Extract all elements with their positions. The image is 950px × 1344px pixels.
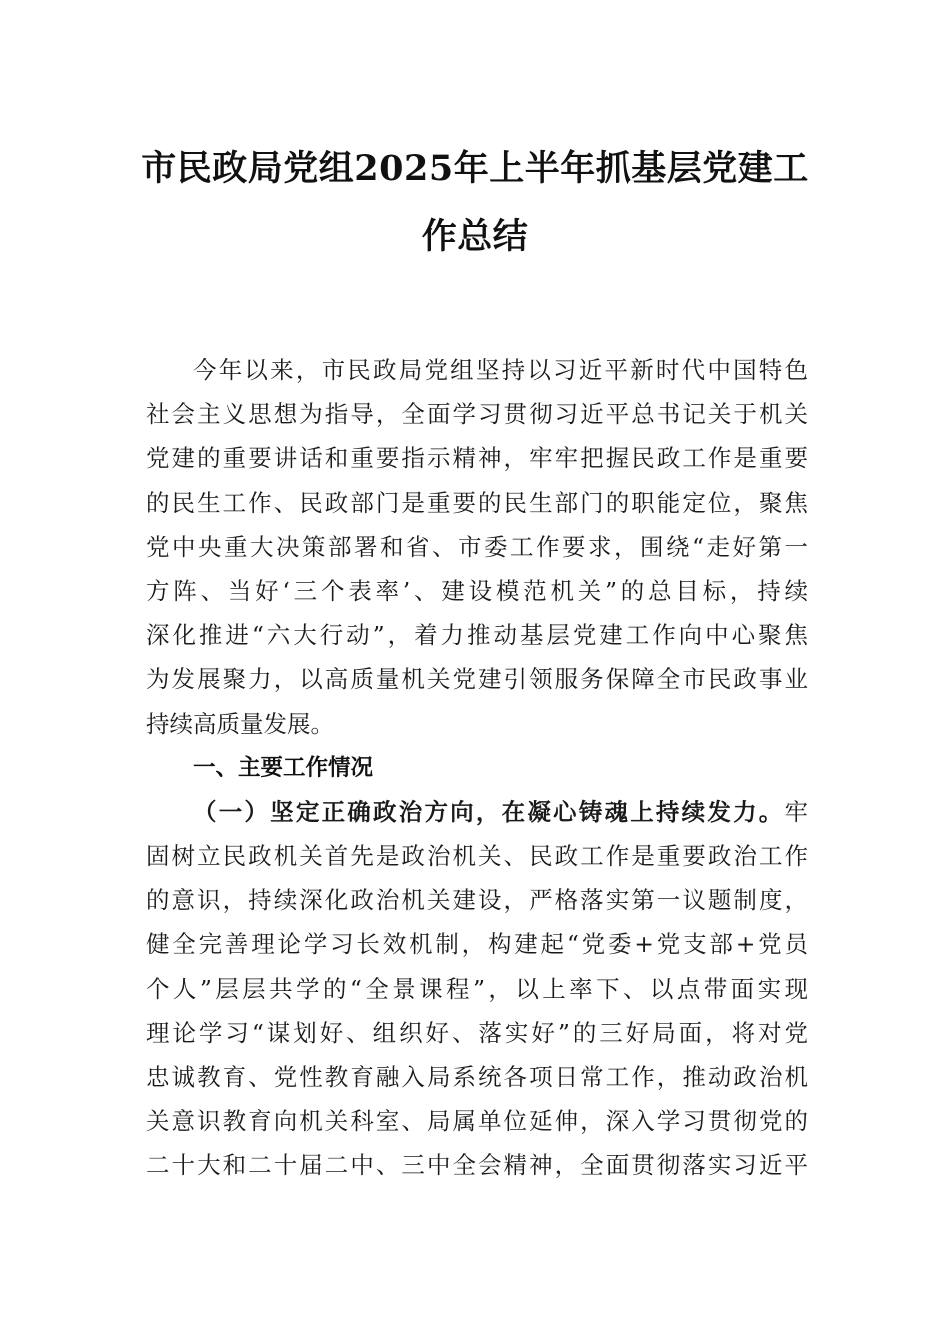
subsection-line: 忠诚教育、党性教育融入局系统各项日常工作，推动政治机 [146, 1063, 808, 1091]
document-title-line-1: 市民政局党组2025年上半年抓基层党建工 [141, 148, 809, 189]
intro-line: 今年以来，市民政局党组坚持以习近平新时代中国特色 [193, 356, 808, 384]
intro-line: 社会主义思想为指导，全面学习贯彻习近平总书记关于机关 [146, 400, 808, 429]
subsection-line: 个人”层层共学的“全景课程”，以上率下、以点带面实现 [146, 974, 808, 1003]
subsection-first-line [146, 790, 808, 834]
subsection-line: 理论学习“谋划好、组织好、落实好”的三好局面，将对党 [146, 1018, 808, 1047]
intro-line: 深化推进“六大行动”，着力推动基层党建工作向中心聚焦 [146, 621, 808, 650]
subsection-line: 固树立民政机关首先是政治机关、民政工作是重要政治工作 [146, 842, 808, 871]
subsection-first-tail: 牢 [784, 797, 808, 826]
intro-line: 的民生工作、民政部门是重要的民生部门的职能定位，聚焦 [146, 488, 808, 517]
subsection-lead: （一）坚定正确政治方向，在凝心铸魂上持续发力。 [193, 797, 785, 826]
intro-line: 党建的重要讲话和重要指示精神，牢牢把握民政工作是重要 [146, 444, 808, 473]
document-body [146, 348, 808, 1188]
document-title-line-2: 作总结 [421, 216, 529, 257]
intro-line: 方阵、当好‘三个表率’、建设模范机关”的总目标，持续 [146, 576, 808, 605]
subsection-line: 关意识教育向机关科室、局属单位延伸，深入学习贯彻党的 [146, 1107, 808, 1136]
intro-line: 党中央重大决策部署和省、市委工作要求，围绕“走好第一 [146, 532, 808, 561]
subsection-line: 健全完善理论学习长效机制，构建起“党委+党支部+党员 [146, 930, 808, 959]
subsection-line: 二十大和二十届二中、三中全会精神，全面贯彻落实习近平 [146, 1151, 808, 1180]
intro-line: 为发展聚力，以高质量机关党建引领服务保障全市民政事业 [146, 665, 808, 694]
intro-line: 持续高质量发展。 [146, 709, 334, 738]
subsection-line: 的意识，持续深化政治机关建设，严格落实第一议题制度， [146, 886, 808, 915]
section-heading: 一、主要工作情况 [193, 754, 374, 781]
